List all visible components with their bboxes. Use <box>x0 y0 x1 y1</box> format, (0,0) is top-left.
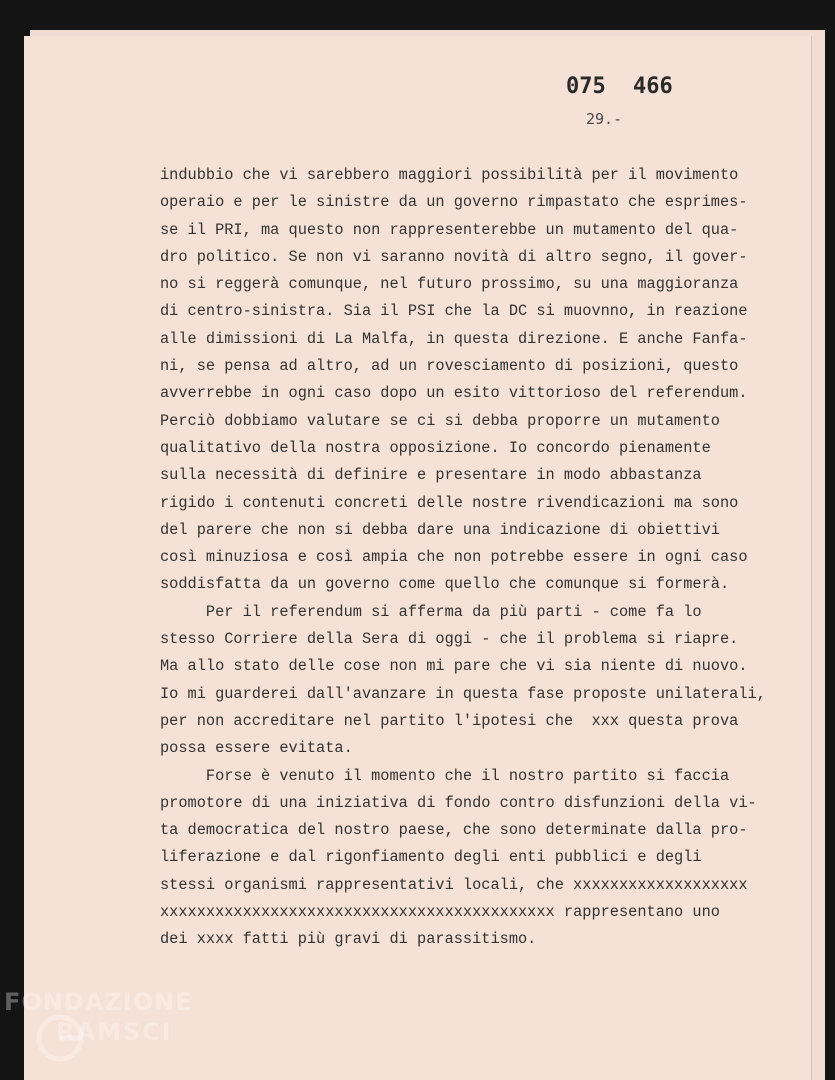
text-line: ni, se pensa ad altro, ad un rovesciamento di posizioni, questo <box>160 357 739 376</box>
text-line: qualitativo della nostra opposizione. Io concordo pienamente <box>160 438 711 457</box>
page-number: 29.- <box>586 110 623 128</box>
text-line: del parere che non si debba dare una indicazione di obiettivi <box>160 520 720 539</box>
text-line: indubbio che vi sarebbero maggiori possibilità per il movimento <box>160 166 739 184</box>
text-line: Forse è venuto il momento che il nostro partito si faccia <box>160 766 730 785</box>
text-line: ta democratica del nostro paese, che sono determinate dalla pro- <box>160 821 748 840</box>
text-line: stesso Corriere della Sera di oggi - che il problema si riapre. <box>160 630 739 649</box>
text-line: Ma allo stato delle cose non mi pare che vi sia niente di nuovo. <box>160 657 748 676</box>
archive-code: 075 466 <box>566 74 673 99</box>
fondazione-watermark <box>4 990 193 1044</box>
text-line: possa essere evitata. <box>160 739 353 758</box>
text-line: operaio e per le sinistre da un governo rimpastato che esprimes- <box>160 193 748 212</box>
text-line: sulla necessità di definire e presentare in modo abbastanza <box>160 466 702 485</box>
text-line: promotore di una iniziativa di fondo contro disfunzioni della vi- <box>160 793 757 812</box>
text-line: xxxxxxxxxxxxxxxxxxxxxxxxxxxxxxxxxxxxxxxxxxx rappresentano uno <box>160 903 720 922</box>
text-line: alle dimissioni di La Malfa, in questa direzione. E anche Fanfa- <box>160 329 748 348</box>
text-line: Io mi guarderei dall'avanzare in questa fase proposte unilaterali, <box>160 684 766 703</box>
text-line: avverrebbe in ogni caso dopo un esito vittorioso del referendum. <box>160 384 748 403</box>
text-line: no si reggerà comunque, nel futuro prossimo, su una maggioranza <box>160 275 739 294</box>
text-line: se il PRI, ma questo non rappresenterebbe un mutamento del qua- <box>160 220 739 239</box>
text-line: stessi organismi rappresentativi locali, che xxxxxxxxxxxxxxxxxxx <box>160 875 748 894</box>
watermark-line-1: FONDAZIONE <box>4 988 193 1016</box>
text-line: Per il referendum si afferma da più parti - come fa lo <box>160 602 702 621</box>
text-line: così minuziosa e così ampia che non potrebbe essere in ogni caso <box>160 548 748 567</box>
text-line: di centro-sinistra. Sia il PSI che la DC si muovnno, in reazione <box>160 302 748 321</box>
text-line: per non accreditare nel partito l'ipotesi che xxx questa prova <box>160 711 739 730</box>
text-line: Perciò dobbiamo valutare se ci si debba proporre un mutamento <box>160 411 720 430</box>
text-line: rigido i contenuti concreti delle nostre rivendicazioni ma sono <box>160 493 739 512</box>
typed-body-text <box>160 162 800 954</box>
text-line: soddisfatta da un governo come quello che comunque si formerà. <box>160 575 730 594</box>
text-line: dro politico. Se non vi saranno novità di altro segno, il gover- <box>160 247 748 266</box>
text-line: liferazione e dal rigonfiamento degli enti pubblici e degli <box>160 848 702 867</box>
text-line: dei xxxx fatti più gravi di parassitismo. <box>160 930 537 949</box>
watermark-line-2: RAMSCI <box>56 1018 173 1046</box>
